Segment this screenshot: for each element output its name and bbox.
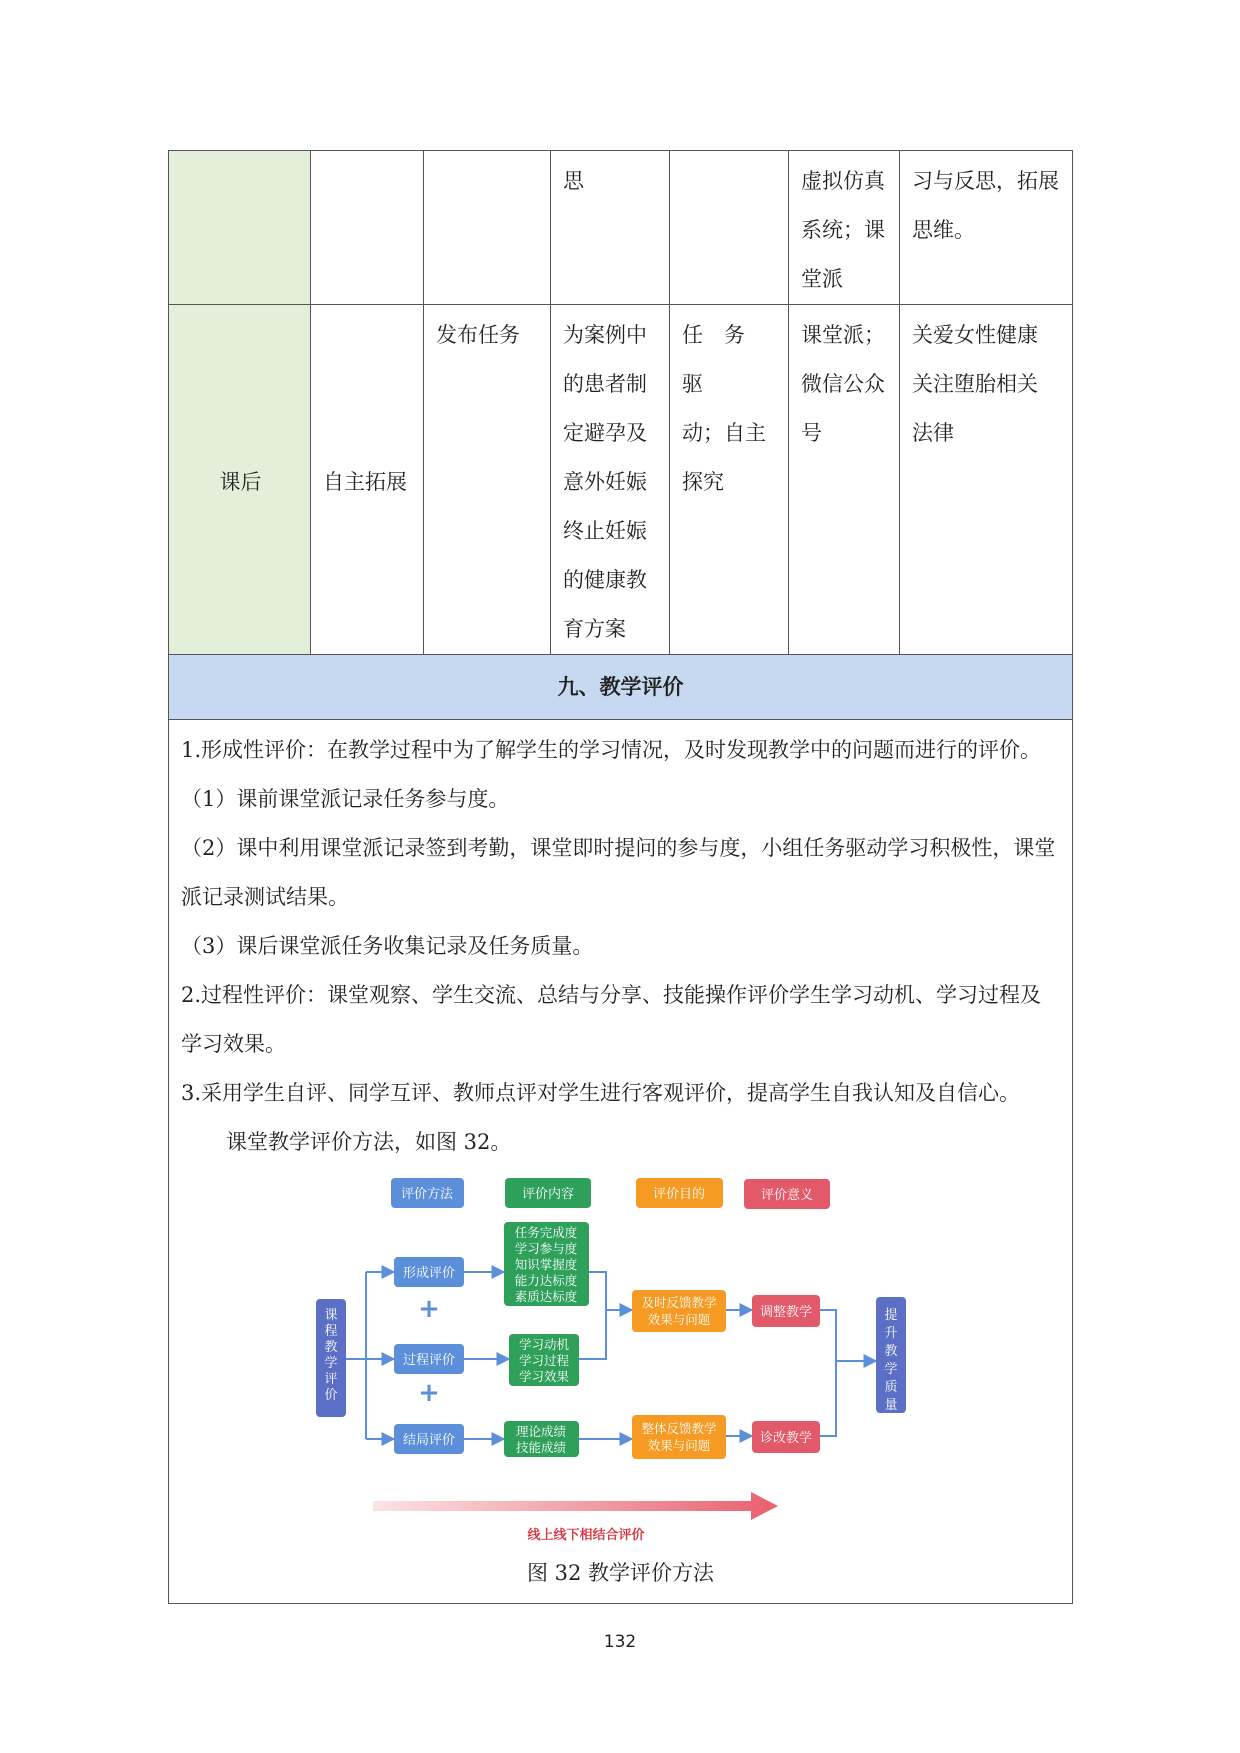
method-formative: 形成评价 [402,1266,455,1281]
header-method: 评价方法 [400,1187,453,1202]
cell-line: 的健康教 [563,568,647,592]
vertical-char: 评 [323,1372,338,1387]
cell-line: 定避孕及 [563,421,647,445]
paragraph: 2.过程性评价：课堂观察、学生交流、总结与分享、技能操作评价学生学习动机、学习过程及学习效果。 [181,983,1042,1056]
purpose-line: 及时反馈教学 [640,1295,717,1310]
table-row [169,151,1073,305]
page-number: 132 [603,1632,637,1652]
vertical-char: 教 [883,1344,898,1359]
cell-line: 关注堕胎相关 [912,372,1038,396]
vertical-char: 课 [323,1308,338,1323]
header-purpose: 评价目的 [652,1187,705,1202]
content-line: 能力达标度 [514,1273,577,1288]
vertical-char: 程 [323,1324,338,1339]
ideology-cell [900,151,1073,305]
paragraph: （3）课后课堂派任务收集记录及任务质量。 [181,934,594,958]
purpose-line: 效果与问题 [647,1312,710,1327]
meaning-adjust: 调整教学 [759,1305,812,1320]
cell-line: 探究 [682,470,724,494]
content-outcome [515,1424,566,1455]
cell-line: 系统；课 [801,218,885,242]
arrow-label: 线上线下相结合评价 [526,1528,645,1543]
cell-line: 号 [801,421,822,445]
content-process [518,1337,569,1384]
lesson-plan-table [168,150,1073,1604]
content-line: 技能成绩 [515,1440,566,1455]
resource-cell [789,305,900,655]
cell-line: 课堂派； [801,323,885,347]
plus-icon: + [417,1378,440,1408]
figure-intro: 课堂教学评价方法，如图 32。 [226,1130,512,1154]
header-pills [391,1178,830,1209]
content-line: 知识掌握度 [514,1257,577,1272]
cell-line: 关爱女性健康 [912,323,1038,347]
teacher-cell: 发布任务 [424,305,551,655]
vertical-char: 教 [323,1340,338,1355]
ideology-cell [900,305,1073,655]
method-outcome: 结局评价 [402,1433,455,1448]
stage-cell [169,151,311,305]
cell-line: 思维。 [912,218,975,242]
plus-icon: + [417,1294,440,1324]
table-row [169,720,1073,1604]
table-row [169,305,1073,655]
vertical-char: 价 [323,1388,338,1403]
cell-line: 堂派 [801,267,843,291]
content-line: 理论成绩 [515,1424,566,1439]
method-process: 过程评价 [402,1353,455,1368]
vertical-char: 质 [883,1380,898,1395]
table-row [169,655,1073,720]
header-content: 评价内容 [521,1187,574,1202]
paragraph: 3.采用学生自评、同学互评、教师点评对学生进行客观评价，提高学生自我认知及自信心。 [181,1081,1021,1105]
cell-line: 意外妊娠 [563,470,647,494]
content-line: 学习动机 [518,1337,569,1352]
method-cell [670,305,789,655]
paragraph: （1）课前课堂派记录任务参与度。 [181,787,510,811]
figure-caption: 图 32 教学评价方法 [526,1561,715,1585]
timeline-arrow [373,1492,778,1520]
section-title: 九、教学评价 [169,655,1073,720]
vertical-char: 学 [323,1356,338,1371]
resource-cell [789,151,900,305]
cell-line: 终止妊娠 [563,519,647,543]
cell-line: 育方案 [563,617,626,641]
teacher-cell [424,151,551,305]
phase-cell [311,151,424,305]
vertical-char: 升 [883,1326,898,1341]
cell-line: 的患者制 [563,372,647,396]
cell-line: 微信公众 [801,372,885,396]
content-line: 学习过程 [518,1353,569,1368]
cell-line: 虚拟仿真 [801,169,885,193]
student-cell [551,151,670,305]
cell-line: 习与反思，拓展 [912,169,1059,193]
vertical-char: 量 [883,1398,898,1413]
content-line: 学习效果 [518,1369,569,1384]
cell-line: 任 务 驱 [682,323,766,396]
content-line: 学习参与度 [514,1241,577,1256]
stage-cell: 课后 [169,305,311,655]
cell-line: 为案例中 [563,323,647,347]
paragraph: （2）课中利用课堂派记录签到考勤，课堂即时提问的参与度，小组任务驱动学习积极性，课堂派记录测试结果。 [181,836,1056,909]
meaning-diagnose: 诊改教学 [759,1431,812,1446]
content-line: 任务完成度 [514,1225,577,1240]
purpose-line: 效果与问题 [647,1438,710,1453]
student-cell [551,305,670,655]
vertical-char: 学 [883,1362,898,1377]
header-meaning: 评价意义 [760,1188,813,1203]
content-line: 素质达标度 [514,1289,577,1304]
evaluation-cell [169,720,1073,1604]
cell-line: 思 [563,169,584,193]
purpose-line: 整体反馈教学 [640,1421,717,1436]
paragraph: 1.形成性评价：在教学过程中为了解学生的学习情况，及时发现教学中的问题而进行的评价。 [181,738,1042,762]
evaluation-diagram [311,1171,931,1551]
vertical-char: 提 [883,1308,898,1323]
method-cell [670,151,789,305]
content-formative [514,1225,577,1304]
phase-cell: 自主拓展 [311,305,424,655]
course-evaluation-label [324,1308,337,1403]
cell-line: 法律 [912,421,954,445]
cell-line: 动；自主 [682,421,766,445]
